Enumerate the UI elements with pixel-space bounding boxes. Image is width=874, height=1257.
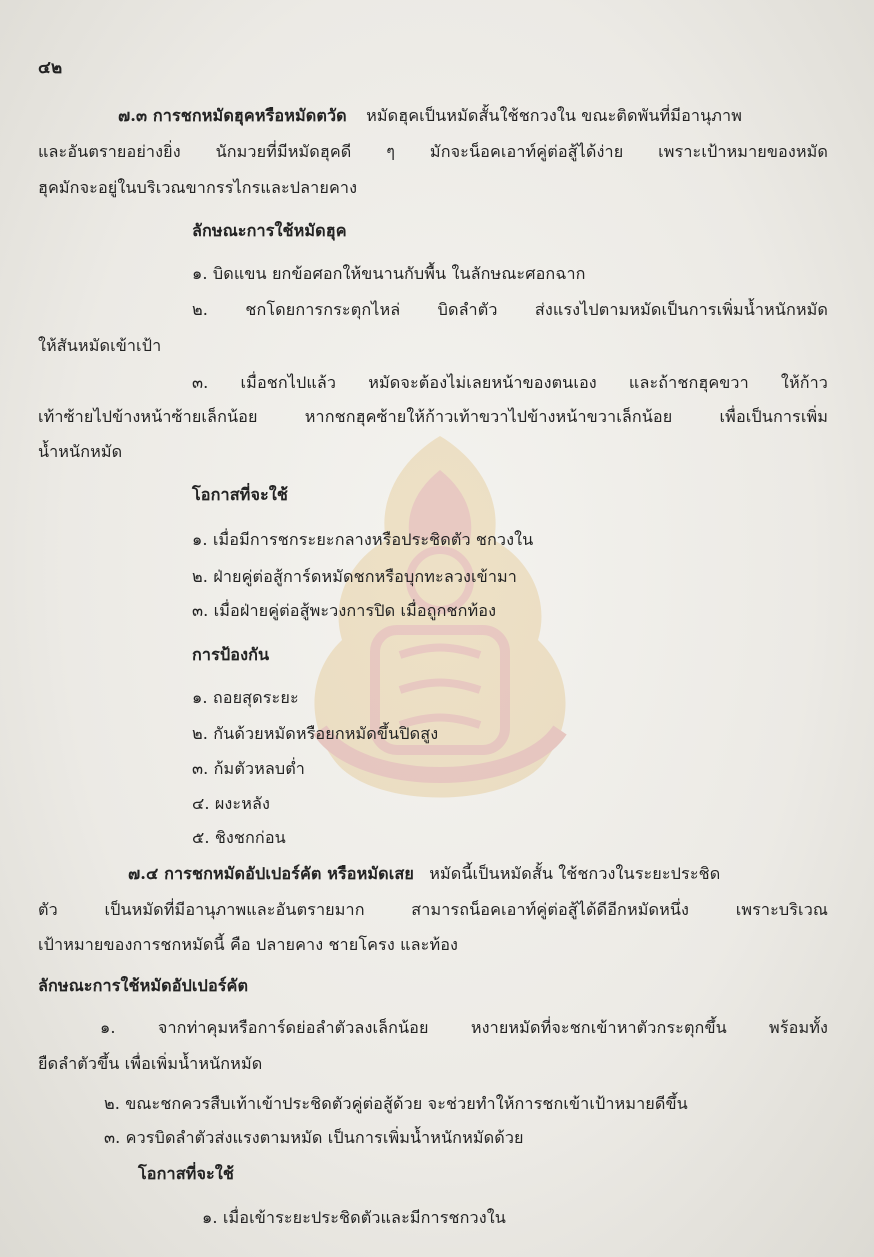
section-7-4-heading: ๗.๔ การชกหมัดอัปเปอร์คัต หรือหมัดเสย [128, 864, 414, 883]
hook-usage-3c: น้ำหนักหมัด [38, 442, 123, 461]
hook-chance-1: ๑. เมื่อมีการชกระยะกลางหรือประชิดตัว ชกวงใน [192, 530, 534, 549]
hook-usage-1: ๑. บิดแขน ยกข้อศอกให้ขนานกับพื้น ในลักษณะศอกฉาก [192, 264, 586, 283]
section-7-3-line-1: หมัดฮุคเป็นหมัดสั้นใช้ชกวงใน ขณะติดพันที่มีอานุภาพ [366, 106, 742, 125]
hook-defense-4: ๔. ผงะหลัง [192, 794, 271, 813]
section-7-4-line-3: เป้าหมายของการชกหมัดนี้ คือ ปลายคาง ชายโครง และท้อง [38, 935, 459, 954]
section-7-3-line-3: ฮุคมักจะอยู่ในบริเวณขากรรไกรและปลายคาง [38, 178, 358, 197]
hook-chance-2: ๒. ฝ่ายคู่ต่อสู้การ์ดหมัดชกหรือบุกทะลวงเข้ามา [192, 567, 517, 586]
hook-defense-3: ๓. ก้มตัวหลบต่ำ [192, 759, 305, 778]
page-number: ๔๒ [38, 58, 63, 78]
hook-defense-2: ๒. กันด้วยหมัดหรือยกหมัดขึ้นปิดสูง [192, 724, 439, 743]
hook-chance-3: ๓. เมื่อฝ่ายคู่ต่อสู้พะวงการปิด เมื่อถูกชกท้อง [192, 601, 497, 620]
hook-usage-2b: ให้สันหมัดเข้าเป้า [38, 336, 162, 355]
office-emblem-watermark-icon [290, 430, 590, 830]
section-7-3-first-line [118, 104, 742, 128]
hook-defense-1: ๑. ถอยสุดระยะ [192, 688, 299, 707]
hook-defense-title: การป้องกัน [192, 645, 270, 664]
section-7-3-line-2: และอันตรายอย่างยิ่ง นักมวยที่มีหมัดฮุคดี ๆ มักจะน็อคเอาท์คู่ต่อสู้ได้ง่าย เพราะเป้าหมายของหมัด [38, 142, 828, 161]
hook-usage-3b: เท้าซ้ายไปข้างหน้าซ้ายเล็กน้อย หากชกฮุคซ้ายให้ก้าวเท้าขวาไปข้างหน้าขวาเล็กน้อย เพื่อเป็นการเพิ่ม [38, 407, 828, 426]
uppercut-usage-1b: ยืดลำตัวขึ้น เพื่อเพิ่มน้ำหนักหมัด [38, 1054, 263, 1073]
hook-usage-3a: ๓. เมื่อชกไปแล้ว หมัดจะต้องไม่เลยหน้าของตนเอง และถ้าชกฮุคขวา ให้ก้าว [192, 373, 828, 392]
hook-usage-2a: ๒. ชกโดยการกระตุกไหล่ บิดลำตัว ส่งแรงไปตามหมัดเป็นการเพิ่มน้ำหนักหมัด [192, 300, 828, 319]
section-7-3-heading: ๗.๓ การชกหมัดฮุคหรือหมัดตวัด [118, 106, 347, 125]
uppercut-usage-2: ๒. ขณะชกควรสืบเท้าเข้าประชิดตัวคู่ต่อสู้ด้วย จะช่วยทำให้การชกเข้าเป้าหมายดีขึ้น [104, 1094, 688, 1113]
uppercut-usage-title: ลักษณะการใช้หมัดอัปเปอร์คัต [38, 976, 249, 995]
uppercut-usage-3: ๓. ควรบิดลำตัวส่งแรงตามหมัด เป็นการเพิ่มน้ำหนักหมัดด้วย [104, 1128, 524, 1147]
uppercut-chance-1: ๑. เมื่อเข้าระยะประชิดตัวและมีการชกวงใน [202, 1208, 506, 1227]
hook-usage-title: ลักษณะการใช้หมัดฮุค [192, 221, 347, 240]
hook-defense-5: ๕. ชิงชกก่อน [192, 828, 286, 847]
section-7-4-line-1: หมัดนี้เป็นหมัดสั้น ใช้ชกวงในระยะประชิด [429, 864, 721, 883]
section-7-4-first-line [128, 862, 720, 886]
hook-chance-title: โอกาสที่จะใช้ [192, 485, 288, 504]
uppercut-chance-title: โอกาสที่จะใช้ [138, 1164, 234, 1183]
section-7-4-line-2: ตัว เป็นหมัดที่มีอานุภาพและอันตรายมาก สามารถน็อคเอาท์คู่ต่อสู้ได้ดีอีกหมัดหนึ่ง เพราะบริเวณ [38, 900, 828, 919]
uppercut-usage-1a: ๑. จากท่าคุมหรือการ์ดย่อลำตัวลงเล็กน้อย หงายหมัดที่จะชกเข้าหาตัวกระตุกขึ้น พร้อมทั้ง [100, 1018, 828, 1037]
